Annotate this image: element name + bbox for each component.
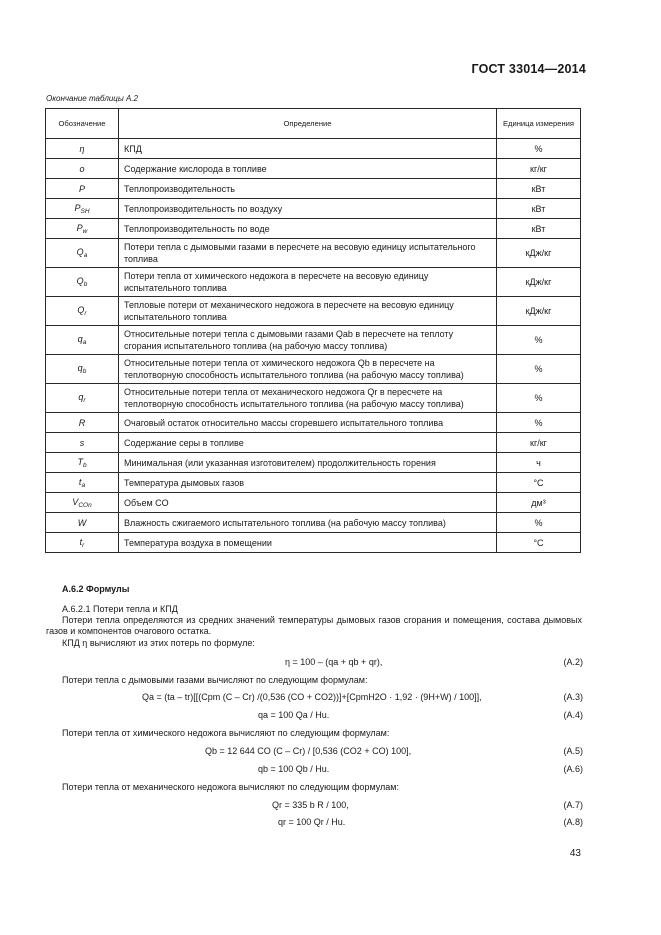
table-row <box>46 179 581 199</box>
symbol-text: η <box>79 143 85 154</box>
symbol-cell <box>46 159 119 179</box>
unit-cell: ч <box>497 453 581 473</box>
unit-cell: кг/кг <box>497 159 581 179</box>
table-row <box>46 355 581 384</box>
symbol-cell <box>46 326 119 355</box>
symbol-text: P <box>74 202 81 213</box>
definition-cell: Теплопроизводительность <box>119 179 497 199</box>
definition-cell: Теплопроизводительность по воздуху <box>119 199 497 219</box>
symbol-cell <box>46 433 119 453</box>
column-header-definition: Определение <box>119 109 497 139</box>
kpd-text: КПД η вычисляют из этих потерь по формуле: <box>62 638 255 648</box>
symbol-cell <box>46 219 119 239</box>
symbol-cell <box>46 493 119 513</box>
definition-cell: Тепловые потери от механического недожога в пересчете на весовую единицу испытательного топлива <box>119 297 497 326</box>
symbol-subscript: b <box>82 461 87 469</box>
table-row <box>46 533 581 553</box>
symbol-text: T <box>77 456 83 467</box>
definition-cell: Содержание серы в топливе <box>119 433 497 453</box>
symbol-cell <box>46 413 119 433</box>
symbol-cell <box>46 297 119 326</box>
symbol-text: s <box>79 437 85 448</box>
symbol-text: P <box>76 222 83 233</box>
table-row <box>46 453 581 473</box>
symbol-cell <box>46 268 119 297</box>
definition-cell: Потери тепла с дымовыми газами в пересчете на весовую единицу испытательного топлива <box>119 239 497 268</box>
column-header-symbol: Обозначение <box>46 109 119 139</box>
table-caption: Окончание таблицы А.2 <box>46 94 138 103</box>
table-row <box>46 199 581 219</box>
equation-a7: Qr = 335 b R / 100, <box>272 800 349 810</box>
table-row <box>46 268 581 297</box>
unit-cell: кВт <box>497 179 581 199</box>
symbol-text: R <box>78 417 86 428</box>
definition-cell: Температура дымовых газов <box>119 473 497 493</box>
definition-cell: Очаговый остаток относительно массы сгоревшего испытательного топлива <box>119 413 497 433</box>
symbol-text: q <box>77 334 83 344</box>
section-title: А.6.2 Формулы <box>62 584 130 594</box>
unit-cell: кг/кг <box>497 433 581 453</box>
definition-cell: Теплопроизводительность по воде <box>119 219 497 239</box>
definition-cell: Объем CO <box>119 493 497 513</box>
subsection-title: А.6.2.1 Потери тепла и КПД <box>62 604 178 614</box>
unit-cell: кДж/кг <box>497 239 581 268</box>
eq-number-a6: (А.6) <box>563 764 583 774</box>
unit-cell: % <box>497 139 581 159</box>
unit-cell: кДж/кг <box>497 297 581 326</box>
unit-cell: кВт <box>497 199 581 219</box>
table-row <box>46 297 581 326</box>
flue-losses-text: Потери тепла с дымовыми газами вычисляют по следующим формулам: <box>62 675 368 685</box>
table-row <box>46 384 581 413</box>
symbol-text: V <box>72 496 79 507</box>
symbol-cell <box>46 139 119 159</box>
eq-number-a2: (А.2) <box>563 657 583 667</box>
symbol-text: t <box>79 536 83 547</box>
unit-cell: кДж/кг <box>497 268 581 297</box>
definition-cell: Содержание кислорода в топливе <box>119 159 497 179</box>
symbol-subscript: r <box>83 397 86 404</box>
table-row <box>46 473 581 493</box>
symbol-subscript: a <box>83 252 88 259</box>
symbol-subscript: SH <box>80 207 90 215</box>
symbol-cell <box>46 179 119 199</box>
symbol-cell <box>46 239 119 268</box>
symbol-cell <box>46 199 119 219</box>
symbol-text: q <box>78 392 84 402</box>
table-row <box>46 513 581 533</box>
equation-a8: qr = 100 Qr / Hu. <box>278 817 346 827</box>
symbol-text: q <box>77 363 83 373</box>
symbol-subscript: r <box>82 541 85 549</box>
definition-cell: Минимальная (или указанная изготовителем) продолжительность горения <box>119 453 497 473</box>
table-row <box>46 326 581 355</box>
symbol-text: t <box>78 476 82 487</box>
definition-cell: Температура воздуха в помещении <box>119 533 497 553</box>
symbol-subscript: w <box>82 227 88 235</box>
table-row <box>46 413 581 433</box>
table-row <box>46 493 581 513</box>
symbol-subscript: a <box>82 339 87 346</box>
table-row <box>46 139 581 159</box>
equation-a5: Qb = 12 644 CO (C – Cr) / [0,536 (CO2 + CO) 100], <box>205 746 412 756</box>
eq-number-a3: (А.3) <box>563 692 583 702</box>
symbol-text: W <box>77 517 87 528</box>
symbol-cell <box>46 384 119 413</box>
symbol-cell <box>46 533 119 553</box>
definition-cell: Влажность сжигаемого испытательного топлива (на рабочую массу топлива) <box>119 513 497 533</box>
definition-cell: Относительные потери тепла от механического недожога Qr в пересчете на теплотворную способность испытательного топлива (на рабочую массу топлива) <box>119 384 497 413</box>
definition-cell: КПД <box>119 139 497 159</box>
equation-a2: η = 100 – (qa + qb + qr), <box>285 657 383 667</box>
eq-number-a8: (А.8) <box>563 817 583 827</box>
symbol-subscript: b <box>83 281 88 288</box>
eq-number-a5: (А.5) <box>563 746 583 756</box>
symbol-cell <box>46 453 119 473</box>
symbol-cell <box>46 355 119 384</box>
symbol-text: Q <box>76 276 84 286</box>
unit-cell: % <box>497 355 581 384</box>
unit-cell: % <box>497 513 581 533</box>
eq-number-a7: (А.7) <box>563 800 583 810</box>
symbol-text: Q <box>77 305 85 315</box>
eq-number-a4: (А.4) <box>563 710 583 720</box>
symbol-subscript: a <box>81 481 86 489</box>
mechanical-losses-text: Потери тепла от механического недожога вычисляют по следующим формулам: <box>62 782 399 792</box>
definition-cell: Относительные потери тепла от химического недожога Qb в пересчете на теплотворную способность испытательного топлива (на рабочую массу топлива) <box>119 355 497 384</box>
page-number: 43 <box>569 848 581 859</box>
definition-cell: Относительные потери тепла с дымовыми газами Qab в пересчете на теплоту сгорания испытательного топлива (на рабочую массу топлива) <box>119 326 497 355</box>
symbols-table <box>45 108 581 553</box>
unit-cell: % <box>497 326 581 355</box>
equation-a3: Qa = (ta – tr)[[(Cpm (C – Cr) /(0,536 (CO + CO2))]+[CpmH2O · 1,92 · (9H+W) / 100]], <box>142 692 482 702</box>
symbol-text: P <box>78 183 85 194</box>
table-header-row <box>46 109 581 139</box>
symbol-cell <box>46 473 119 493</box>
symbol-text: Q <box>76 247 84 257</box>
equation-a6: qb = 100 Qb / Hu. <box>258 764 330 774</box>
unit-cell: дм³ <box>497 493 581 513</box>
symbol-subscript: b <box>82 368 87 375</box>
table-row <box>46 433 581 453</box>
document-id: ГОСТ 33014—2014 <box>471 62 586 76</box>
chemical-losses-text: Потери тепла от химического недожога вычисляют по следующим формулам: <box>62 728 390 738</box>
table-row <box>46 239 581 268</box>
table-body <box>46 139 581 553</box>
column-header-unit: Единица измерения <box>497 109 581 139</box>
table-row <box>46 219 581 239</box>
unit-cell: °С <box>497 473 581 493</box>
symbol-subscript: r <box>84 310 87 317</box>
unit-cell: °С <box>497 533 581 553</box>
symbol-cell <box>46 513 119 533</box>
unit-cell: % <box>497 384 581 413</box>
definition-cell: Потери тепла от химического недожога в пересчете на весовую единицу испытательного топлива <box>119 268 497 297</box>
symbol-text: o <box>79 163 85 174</box>
equation-a4: qa = 100 Qa / Hu. <box>258 710 330 720</box>
intro-paragraph: Потери тепла определяются из средних значений температуры дымовых газов сгорания и помещения, состава дымовых газов и компонентов очагового остатка. <box>46 615 582 636</box>
unit-cell: кВт <box>497 219 581 239</box>
table-row <box>46 159 581 179</box>
symbol-subscript: COn <box>78 501 92 509</box>
unit-cell: % <box>497 413 581 433</box>
